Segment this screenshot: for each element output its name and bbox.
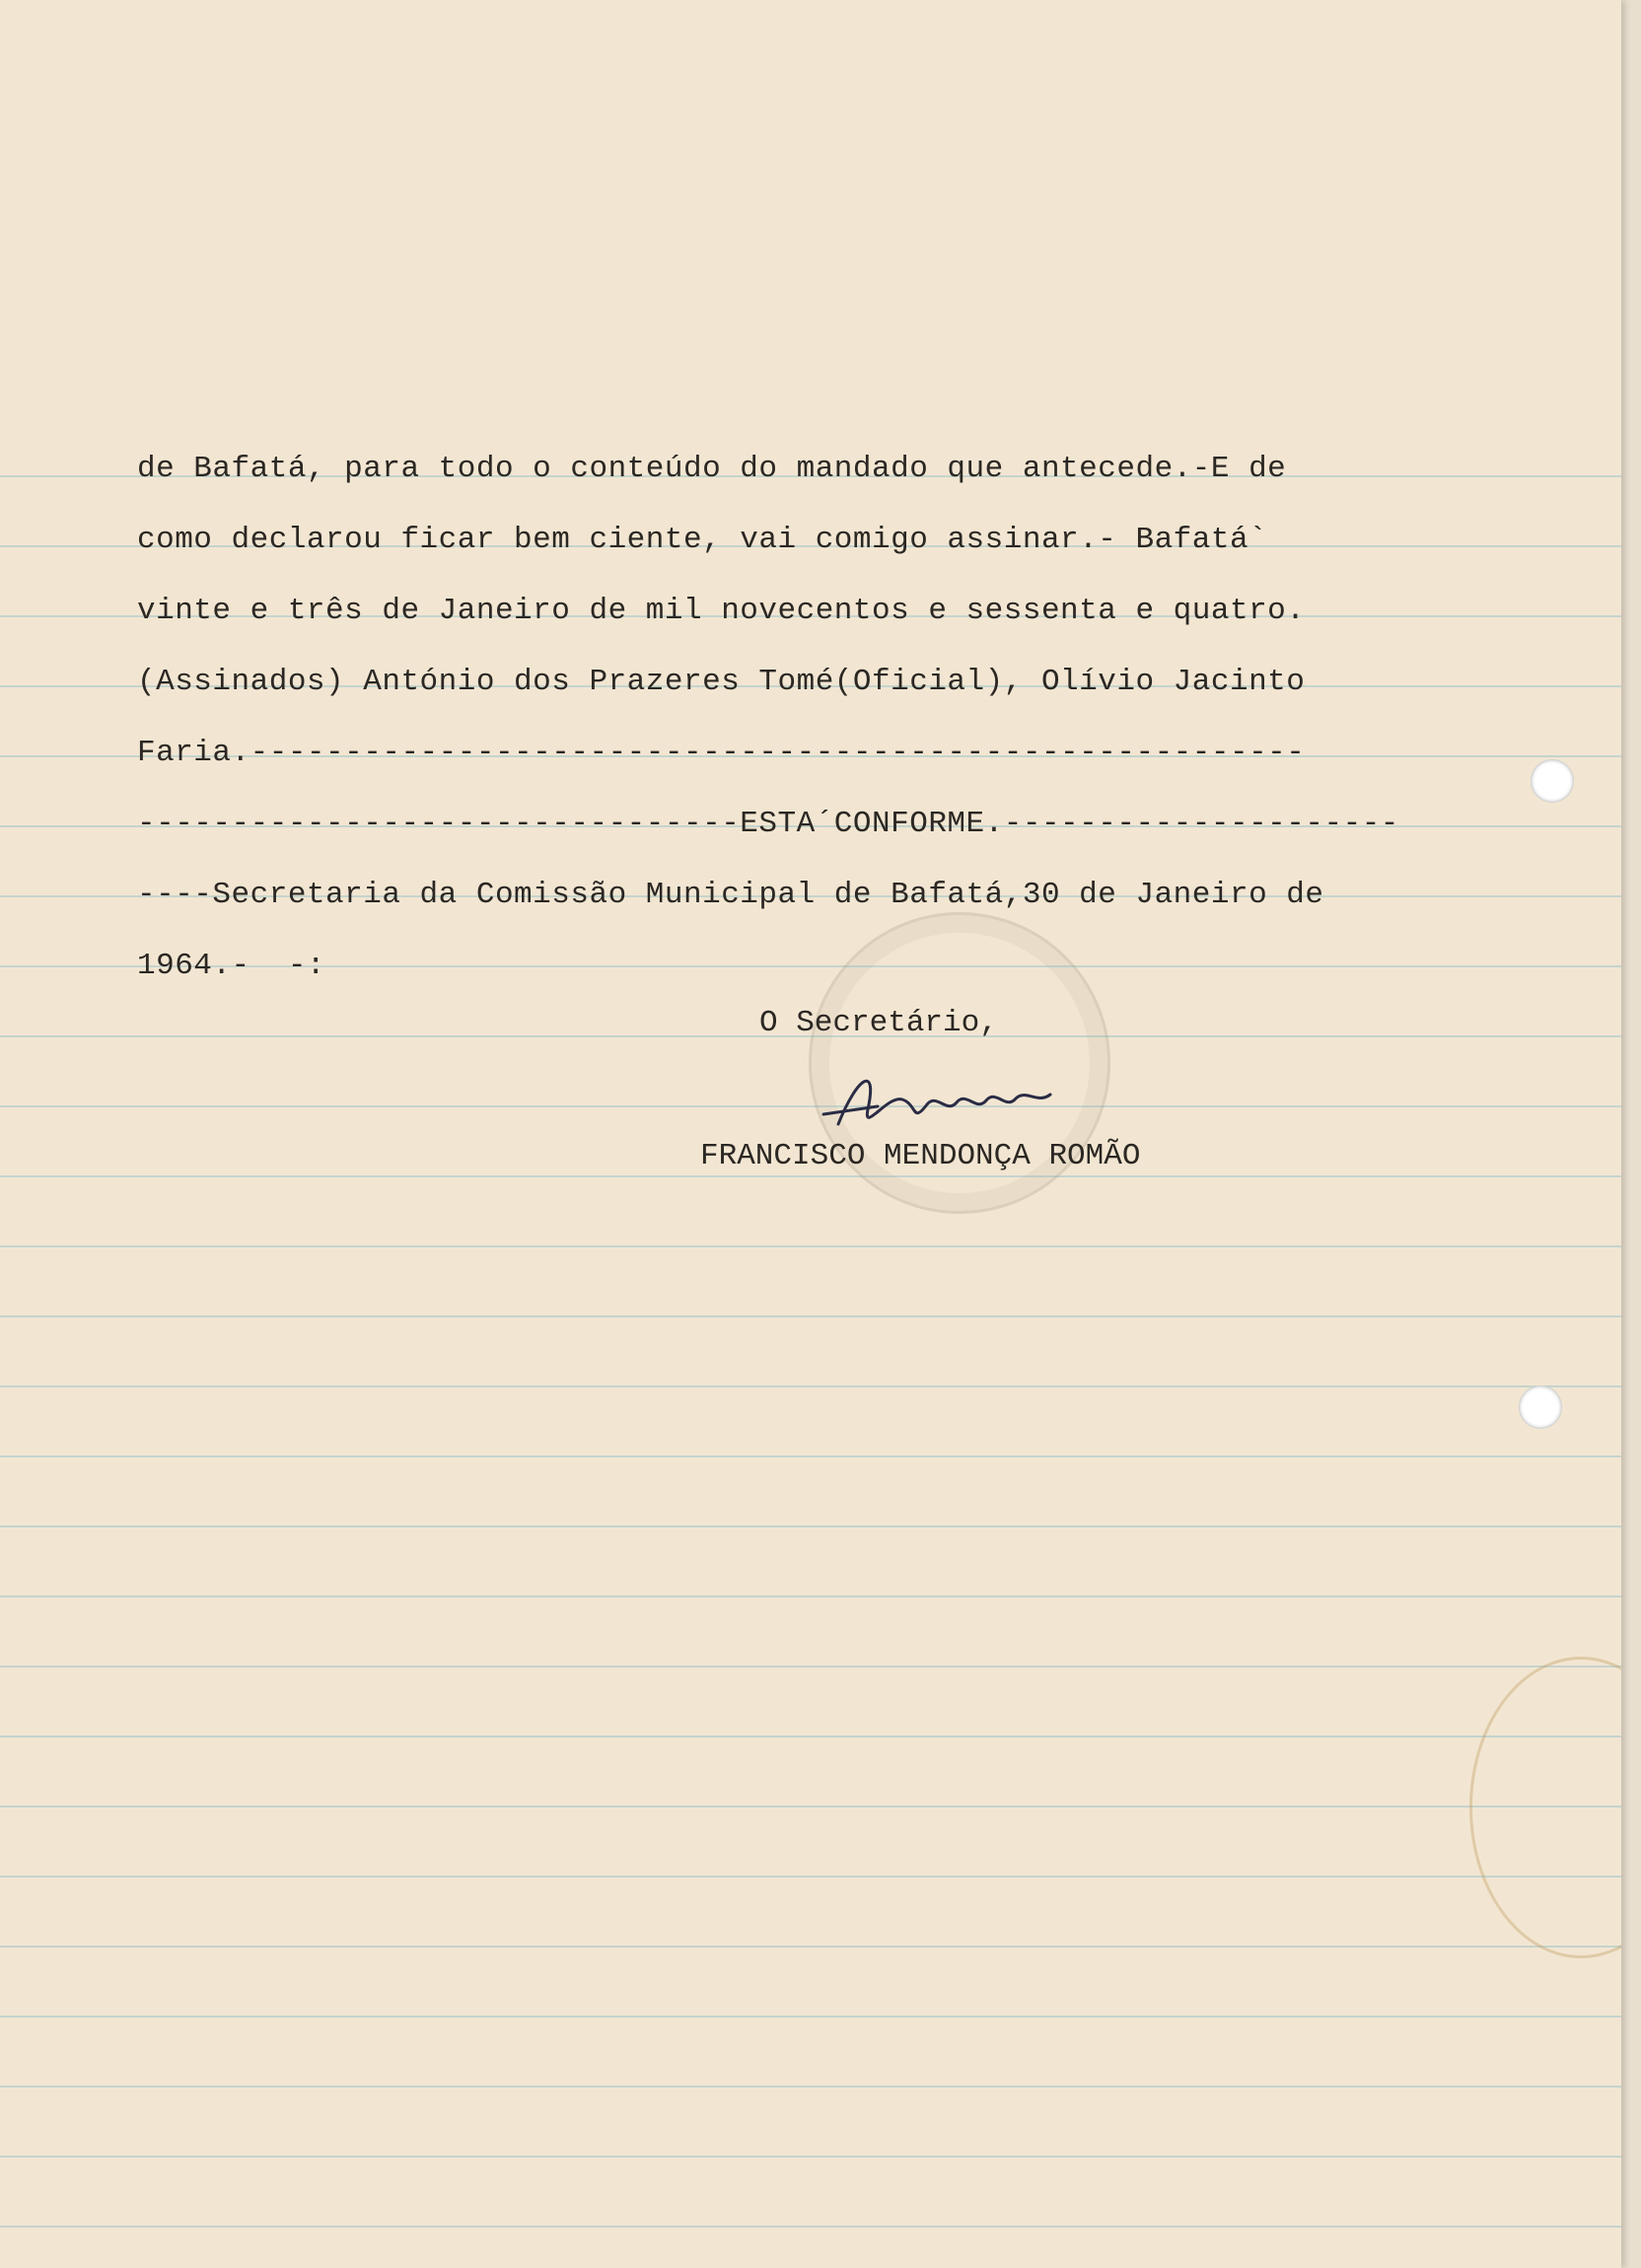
rule-line [0, 1315, 1621, 1317]
rule-line [0, 1946, 1621, 1948]
signatory-name: FRANCISCO MENDONÇA ROMÃO [700, 1139, 1141, 1173]
punch-hole [1519, 1385, 1562, 1429]
rule-line [0, 1595, 1621, 1597]
rule-line [0, 1455, 1621, 1457]
rule-line [0, 2226, 1621, 2228]
text-line: (Assinados) António dos Prazeres Tomé(Oficial), Olívio Jacinto [137, 665, 1306, 699]
rule-line [0, 2086, 1621, 2088]
text-line: vinte e três de Janeiro de mil novecentos e sessenta e quatro. [137, 594, 1306, 628]
signatory-title: O Secretário, [759, 1006, 998, 1040]
punch-hole [1531, 759, 1574, 803]
signature-block [690, 996, 1282, 1233]
rule-line [0, 1876, 1621, 1878]
rule-line [0, 1666, 1621, 1667]
text-line: como declarou ficar bem ciente, vai comigo assinar.- Bafatá` [137, 523, 1268, 557]
rule-line [0, 1385, 1621, 1387]
rule-line [0, 1806, 1621, 1807]
rule-line [0, 2016, 1621, 2018]
rule-line [0, 1525, 1621, 1527]
rule-line [0, 1245, 1621, 1247]
text-line: ----Secretaria da Comissão Municipal de Bafatá,30 de Janeiro de [137, 878, 1324, 912]
text-line: Faria.-------------------------------------------------------- [137, 736, 1306, 770]
rule-line [0, 2156, 1621, 2158]
handwritten-signature [819, 1055, 1075, 1144]
document-body [137, 434, 1399, 1002]
water-stain [1469, 1657, 1621, 1958]
text-line: de Bafatá, para todo o conteúdo do mandado que antecede.-E de [137, 452, 1287, 486]
text-line: 1964.- -: [137, 949, 326, 983]
text-line: --------------------------------ESTA´CONFORME.--------------------- [137, 807, 1399, 841]
rule-line [0, 1736, 1621, 1737]
